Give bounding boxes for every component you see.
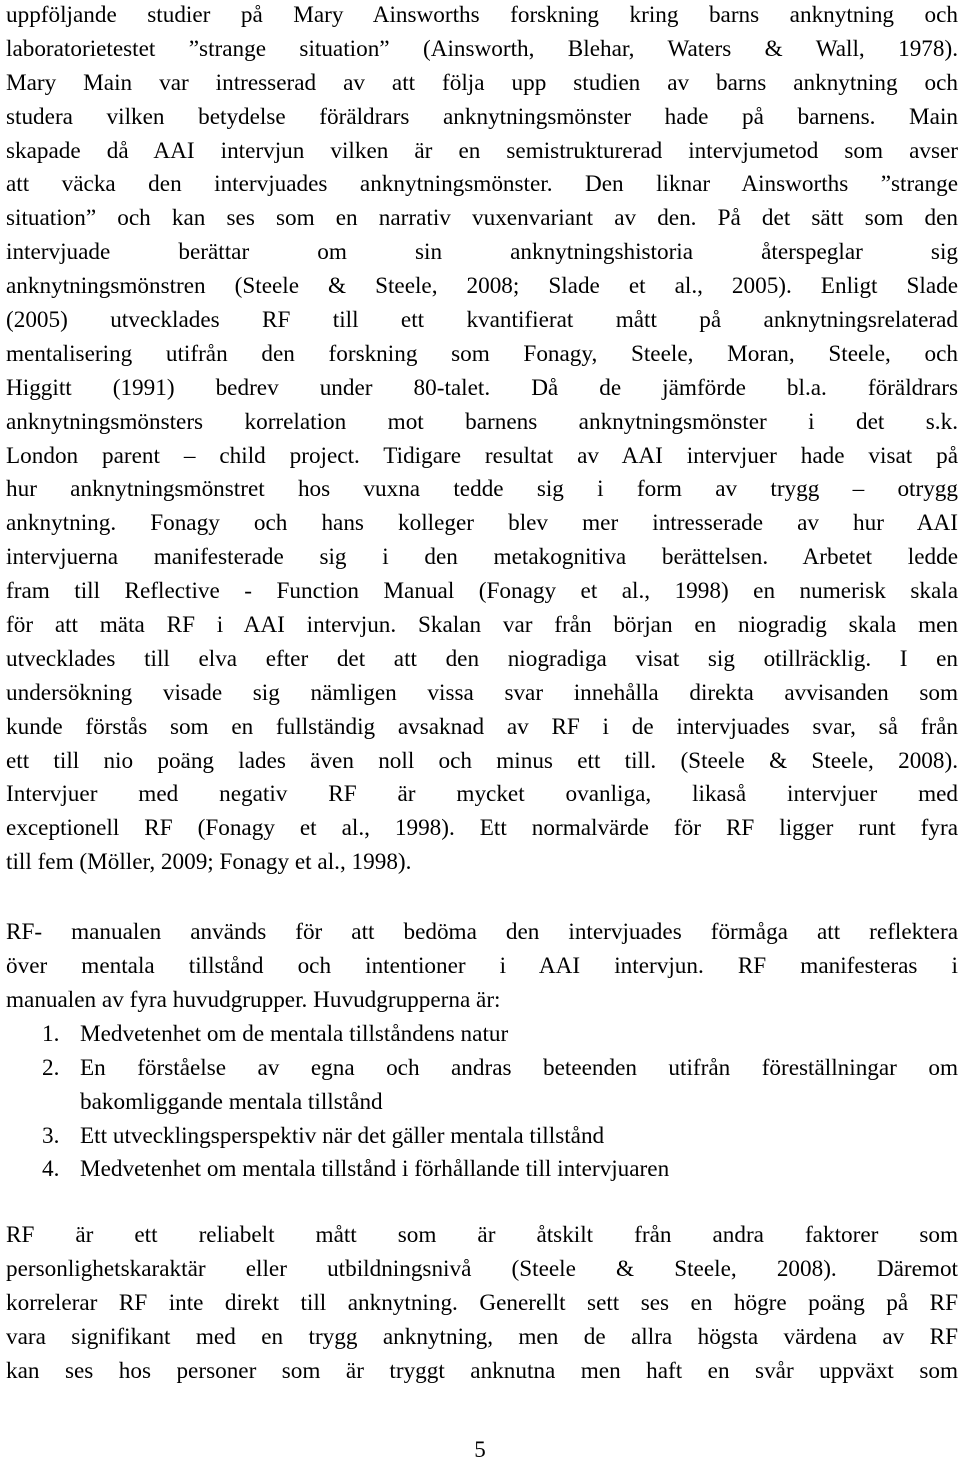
text-line: att väcka den intervjuades anknytningsmönster. Den liknar Ainsworths ”strange (6, 171, 958, 198)
list-number: 2. (42, 1054, 60, 1081)
list-item-text: En förståelse av egna och andras beteenden utifrån föreställningar om (80, 1054, 958, 1081)
text-line: skapade då AAI intervjun vilken är en semistrukturerad intervjumetod som avser (6, 137, 958, 164)
list-item-text: Medvetenhet om mentala tillstånd i förhållande till intervjuaren (80, 1156, 670, 1183)
text-line: personlighetskaraktär eller utbildningsnivå (Steele & Steele, 2008). Däremot (6, 1256, 958, 1283)
text-line: ett till nio poäng lades även noll och minus ett till. (Steele & Steele, 2008). (6, 747, 958, 774)
text-line: vara signifikant med en trygg anknytning, men de allra högsta värdena av RF (6, 1323, 958, 1350)
text-line: över mentala tillstånd och intentioner i AAI intervjun. RF manifesteras i (6, 953, 958, 980)
list-item-text: Ett utvecklingsperspektiv när det gäller mentala tillstånd (80, 1122, 605, 1149)
list-number: 4. (42, 1156, 60, 1183)
list-item (6, 1153, 958, 1187)
text-line: korrelerar RF inte direkt till anknytning. Generellt sett ses en högre poäng på RF (6, 1290, 958, 1317)
text-line: manualen av fyra huvudgrupper. Huvudgrupperna är: (6, 986, 501, 1013)
text-line: studera vilken betydelse föräldrars anknytningsmönster hade på barnens. Main (6, 103, 958, 130)
document-page (6, 0, 958, 1389)
text-line: kunde förstås som en fullständig avsaknad av RF i de intervjuades svar, så från (6, 713, 958, 740)
text-line: uppföljande studier på Mary Ainsworths forskning kring barns anknytning och (6, 2, 958, 28)
paragraph-attachment-history (6, 0, 958, 880)
paragraph-rf-reliability (6, 1219, 958, 1388)
text-line: Mary Main var intresserad av att följa upp studien av barns anknytning och (6, 69, 958, 96)
text-line: laboratorietestet ”strange situation” (Ainsworth, Blehar, Waters & Wall, 1978). (6, 35, 958, 62)
list-item (6, 1120, 958, 1154)
text-line: kan ses hos personer som är tryggt anknutna men haft en svår uppväxt som (6, 1357, 958, 1384)
list-item-text: Medvetenhet om de mentala tillståndens natur (80, 1020, 509, 1047)
list-number: 1. (42, 1020, 60, 1047)
text-line: anknytning. Fonagy och hans kolleger blev mer intresserade av hur AAI (6, 510, 958, 537)
text-line: till fem (Möller, 2009; Fonagy et al., 1998). (6, 849, 412, 876)
list-item (6, 1052, 958, 1120)
text-line: mentalisering utifrån den forskning som Fonagy, Steele, Moran, Steele, och (6, 340, 958, 367)
text-line: (2005) utvecklades RF till ett kvantifierat mått på anknytningsrelaterad (6, 307, 958, 334)
text-line: anknytningsmönsters korrelation mot barnens anknytningsmönster i det s.k. (6, 408, 958, 435)
text-line: intervjuade berättar om sin anknytningshistoria återspeglar sig (6, 239, 958, 266)
list-item (6, 1018, 958, 1052)
text-line: London parent – child project. Tidigare resultat av AAI intervjuer hade visat på (6, 442, 958, 469)
text-line: situation” och kan ses som en narrativ vuxenvariant av den. På det sätt som den (6, 205, 958, 232)
text-line: för att mäta RF i AAI intervjun. Skalan var från början en niogradig skala men (6, 612, 958, 639)
text-line: Higgitt (1991) bedrev under 80-talet. Då de jämförde bl.a. föräldrars (6, 374, 958, 401)
text-line: fram till Reflective - Function Manual (Fonagy et al., 1998) en numerisk skala (6, 578, 958, 605)
main-groups-list (6, 1018, 958, 1187)
text-line: RF- manualen används för att bedöma den intervjuades förmåga att reflektera (6, 919, 958, 946)
text-line: intervjuerna manifesterade sig i den metakognitiva berättelsen. Arbetet ledde (6, 544, 958, 571)
text-line: hur anknytningsmönstret hos vuxna tedde sig i form av trygg – otrygg (6, 476, 958, 503)
text-line: anknytningsmönstren (Steele & Steele, 2008; Slade et al., 2005). Enligt Slade (6, 273, 958, 300)
text-line: exceptionell RF (Fonagy et al., 1998). Ett normalvärde för RF ligger runt fyra (6, 815, 958, 842)
paragraph-rf-manual (6, 916, 958, 1018)
list-item-text: bakomliggande mentala tillstånd (80, 1088, 383, 1115)
text-line: undersökning visade sig nämligen vissa svar innehålla direkta avvisanden som (6, 679, 958, 706)
list-number: 3. (42, 1122, 60, 1149)
text-line: RF är ett reliabelt mått som är åtskilt från andra faktorer som (6, 1222, 958, 1249)
text-line: utvecklades till elva efter det att den niogradiga visat sig otillräcklig. I en (6, 645, 958, 672)
page-number: 5 (474, 1437, 486, 1462)
text-line: Intervjuer med negativ RF är mycket ovanliga, likaså intervjuer med (6, 781, 958, 808)
